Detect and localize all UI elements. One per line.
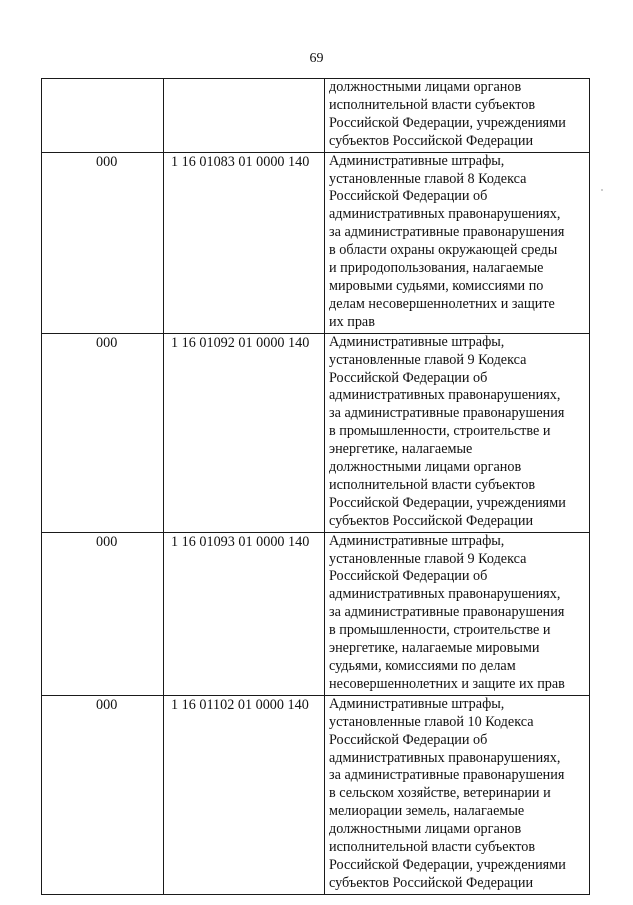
description-line: в сельском хозяйстве, ветеринарии и [329,785,551,802]
description-line: исполнительной власти субъектов [329,839,536,856]
budget-code-table [41,78,590,895]
table-row [42,532,590,695]
description-line: административных правонарушениях, [329,749,561,766]
description-line: установленные главой 8 Кодекса [329,170,527,187]
description-line: делам несовершеннолетних и защите [329,295,555,312]
description-line: исполнительной власти субъектов [329,96,536,113]
description-line: административных правонарушениях, [329,586,561,603]
description-line: Российской Федерации, учреждениями [329,114,566,131]
description-line: в промышленности, строительстве и [329,622,551,639]
table-row [42,79,590,153]
revenue-description-cell [325,152,590,333]
description-line: установленные главой 9 Кодекса [329,351,527,368]
description-line: Административные штрафы, [329,333,505,350]
revenue-description-cell [325,695,590,894]
description-line: установленные главой 10 Кодекса [329,713,534,730]
description-line: субъектов Российской Федерации [329,132,534,149]
description-line: Административные штрафы, [329,532,505,549]
description-line: их прав [329,313,375,330]
admin-code-cell: 000 [42,532,164,695]
description-line: мировыми судьями, комиссиями по [329,277,544,294]
description-line: за административные правонарушения [329,604,565,621]
description-line: за административные правонарушения [329,767,565,784]
admin-code-cell: 000 [42,695,164,894]
table-row [42,152,590,333]
budget-classification-code-cell: 1 16 01093 01 0000 140 [164,532,325,695]
description-line: субъектов Российской Федерации [329,512,534,529]
description-line: Российской Федерации об [329,731,488,748]
budget-classification-code-cell: 1 16 01083 01 0000 140 [164,152,325,333]
budget-classification-code-cell [164,79,325,153]
description-line: энергетике, налагаемые [329,441,473,458]
description-line: в области охраны окружающей среды [329,242,558,259]
description-line: исполнительной власти субъектов [329,476,536,493]
description-line: несовершеннолетних и защите их прав [329,675,565,692]
revenue-description-cell [325,333,590,532]
budget-classification-code-cell: 1 16 01102 01 0000 140 [164,695,325,894]
description-line: субъектов Российской Федерации [329,874,534,891]
description-line: административных правонарушениях, [329,206,561,223]
description-line: Российской Федерации об [329,369,488,386]
description-line: за административные правонарушения [329,224,565,241]
description-line: Административные штрафы, [329,695,505,712]
description-line: Российской Федерации, учреждениями [329,856,566,873]
page-number: 69 [309,51,324,66]
description-line: должностными лицами органов [329,459,522,476]
description-line: и природопользования, налагаемые [329,260,544,277]
description-line: Российской Федерации об [329,188,488,205]
table-row [42,333,590,532]
description-line: административных правонарушениях, [329,387,561,404]
description-line: мелиорации земель, налагаемые [329,803,525,820]
scan-artifact [601,189,603,191]
description-line: должностными лицами органов [329,79,522,95]
table-body [42,79,590,895]
revenue-description-cell [325,532,590,695]
admin-code-cell: 000 [42,152,164,333]
description-line: в промышленности, строительстве и [329,423,551,440]
revenue-description-cell [325,79,590,153]
admin-code-cell [42,79,164,153]
description-line: за административные правонарушения [329,405,565,422]
budget-classification-code-cell: 1 16 01092 01 0000 140 [164,333,325,532]
table-row [42,695,590,894]
description-line: должностными лицами органов [329,821,522,838]
description-line: установленные главой 9 Кодекса [329,550,527,567]
description-line: Российской Федерации об [329,568,488,585]
description-line: судьями, комиссиями по делам [329,658,516,674]
description-line: энергетике, налагаемые мировыми [329,640,540,657]
description-line: Административные штрафы, [329,152,505,169]
description-line: Российской Федерации, учреждениями [329,494,566,511]
admin-code-cell: 000 [42,333,164,532]
